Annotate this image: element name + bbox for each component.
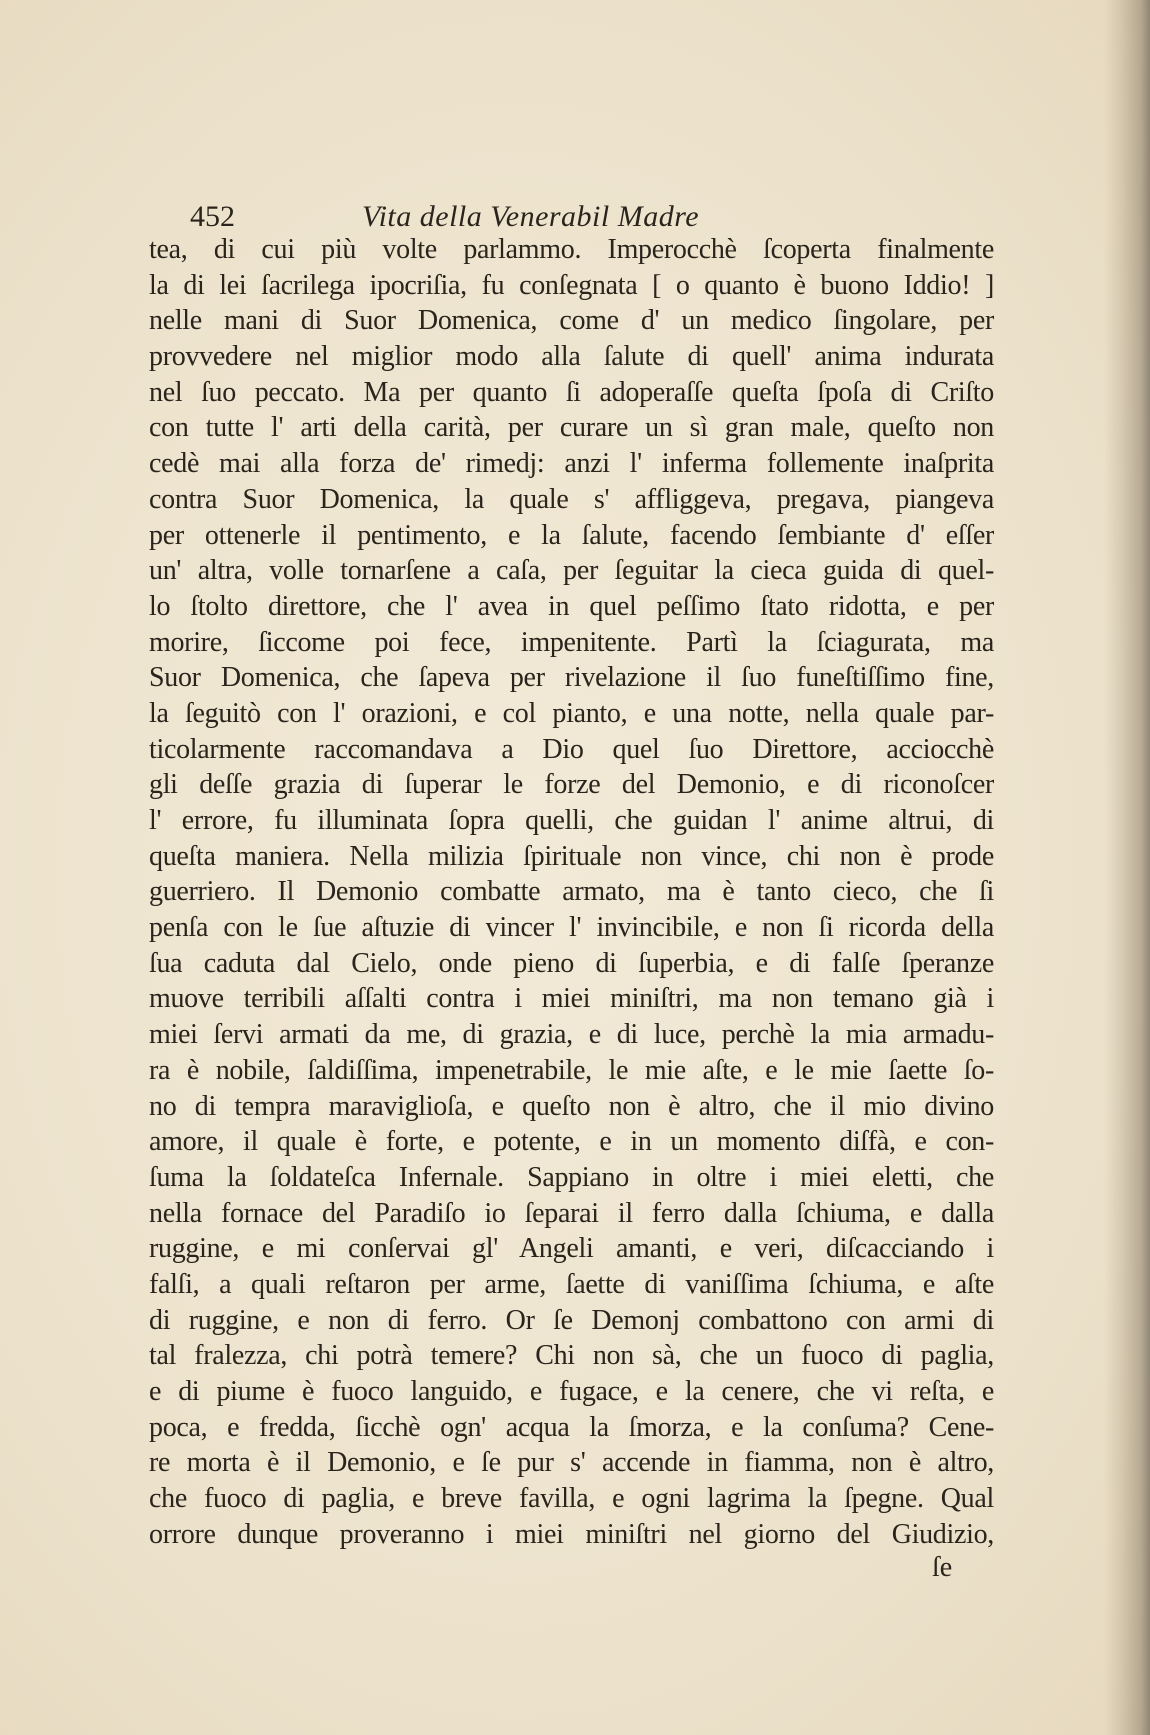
page-number: 452 (190, 200, 235, 233)
text-line: amore, il quale è forte, e potente, e in un momento diſfà, e con- (149, 1126, 994, 1158)
text-line: ra è nobile, ſaldiſſima, impenetrabile, le mie aſte, e le mie ſaette ſo- (149, 1054, 994, 1086)
text-line: ſua caduta dal Cielo, onde pieno di ſuperbia, e di falſe ſperanze (149, 947, 994, 979)
text-line: tal fralezza, chi potrà temere? Chi non sà, che un fuoco di paglia, (149, 1340, 994, 1372)
text-line: gli deſſe grazia di ſuperar le forze del Demonio, e di riconoſcer (149, 769, 994, 801)
text-line: guerriero. Il Demonio combatte armato, ma è tanto cieco, che ſi (149, 876, 994, 908)
text-line: la di lei ſacrilega ipocriſia, fu conſegnata [ o quanto è buono Iddio! ] (149, 269, 994, 301)
text-line: contra Suor Domenica, la quale s' affliggeva, pregava, piangeva (149, 483, 994, 515)
text-line: no di tempra maraviglioſa, e queſto non è altro, che il mio divino (149, 1090, 994, 1122)
running-title: Vita della Venerabil Madre (362, 200, 700, 233)
text-line: poca, e fredda, ſicchè ogn' acqua la ſmorza, e la conſuma? Cene- (149, 1411, 994, 1443)
text-line: re morta è il Demonio, e ſe pur s' accende in fiamma, non è altro, (149, 1447, 994, 1479)
text-line: cedè mai alla forza de' rimedj: anzi l' inferma follemente inaſprita (149, 448, 994, 480)
text-line: nella fornace del Paradiſo io ſeparai il ferro dalla ſchiuma, e dalla (149, 1197, 994, 1229)
text-line: ticolarmente raccomandava a Dio quel ſuo Direttore, acciocchè (149, 733, 994, 765)
text-line: l' errore, fu illuminata ſopra quelli, che guidan l' anime altrui, di (149, 805, 994, 836)
text-line: tea, di cui più volte parlammo. Imperocchè ſcoperta finalmente (149, 234, 994, 265)
text-line: provvedere nel miglior modo alla ſalute di quell' anima indurata (149, 341, 994, 373)
text-line: falſi, a quali reſtaron per arme, ſaette di vaniſſima ſchiuma, e aſte (149, 1268, 994, 1300)
text-line: nel ſuo peccato. Ma per quanto ſi adoperaſſe queſta ſpoſa di Criſto (149, 376, 994, 408)
text-line: ſuma la ſoldateſca Infernale. Sappiano in oltre i miei eletti, che (149, 1161, 994, 1193)
text-line: che fuoco di paglia, e breve favilla, e ogni lagrima la ſpegne. Qual (149, 1483, 994, 1515)
text-line: miei ſervi armati da me, di grazia, e di luce, perchè la mia armadu- (149, 1019, 994, 1051)
text-line: orrore dunque proveranno i miei miniſtri nel giorno del Giudizio, (149, 1518, 994, 1550)
text-line: la ſeguitò con l' orazioni, e col pianto, e una notte, nella quale par- (149, 697, 994, 729)
body-text (149, 232, 994, 1552)
text-line: queſta maniera. Nella milizia ſpirituale non vince, chi non è prode (149, 840, 994, 872)
text-line: penſa con le ſue aſtuzie di vincer l' invincibile, e non ſi ricorda della (149, 912, 994, 944)
text-line: un' altra, volle tornarſene a caſa, per ſeguitar la cieca guida di quel- (149, 555, 994, 587)
text-line: e di piume è fuoco languido, e fugace, e la cenere, che vi reſta, e (149, 1376, 994, 1407)
catchword: ſe (932, 1552, 953, 1583)
text-line: con tutte l' arti della carità, per curare un sì gran male, queſto non (149, 412, 994, 444)
text-line: lo ſtolto direttore, che l' avea in quel peſſimo ſtato ridotta, e per (149, 590, 994, 622)
text-line: nelle mani di Suor Domenica, come d' un medico ſingolare, per (149, 305, 994, 337)
text-line: per ottenerle il pentimento, e la ſalute, facendo ſembiante d' eſſer (149, 519, 994, 551)
page-edge-shadow (1104, 0, 1150, 1735)
text-line: di ruggine, e non di ferro. Or ſe Demonj combattono con armi di (149, 1304, 994, 1336)
text-line: morire, ſiccome poi fece, impenitente. Partì la ſciagurata, ma (149, 626, 994, 658)
text-line: Suor Domenica, che ſapeva per rivelazione il ſuo funeſtiſſimo fine, (149, 662, 994, 694)
text-line: muove terribili aſſalti contra i miei miniſtri, ma non temano già i (149, 983, 994, 1015)
text-line: ruggine, e mi conſervai gl' Angeli amanti, e veri, diſcacciando i (149, 1233, 994, 1265)
